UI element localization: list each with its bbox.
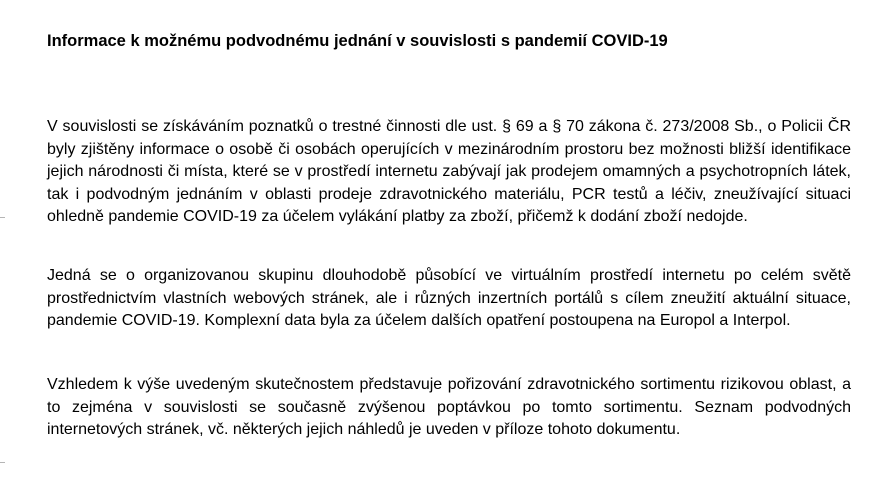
paragraph-1: V souvislosti se získáváním poznatků o trestné činnosti dle ust. § 69 a § 70 zákona č. 273/2008 Sb., o Policii ČR byly zjištěny informace o osobě či osobách operujících v mezinárodním prostoru bez možnosti bližší identifikace jejich národnosti či místa, které se v prostředí internetu zabývají jak prodejem omamných a psychotropních látek, tak i podvodným jednáním v oblasti prodeje zdravotnického materiálu, PCR testů a léčiv, zneužívající situaci ohledně pandemie COVID-19 za účelem vylákání platby za zboží, přičemž k dodání zboží nedojde. bbox=[47, 118, 851, 226]
margin-tick-mark bbox=[0, 462, 5, 463]
paragraph-3: Vzhledem k výše uvedeným skutečnostem představuje pořizování zdravotnického sortimentu rizikovou oblast, a to zejména v souvislosti se současně zvýšenou poptávkou po tomto sortimentu. Seznam podvodných internetových stránek, vč. některých jejich náhledů je uveden v příloze tohoto dokumentu. bbox=[47, 376, 851, 439]
paragraph-2: Jedná se o organizovanou skupinu dlouhodobě působící ve virtuálním prostředí internetu po celém světě prostřednictvím vlastních webových stránek, ale i různých inzertních portálů s cílem zneužití aktuální situace, pandemie COVID-19. Komplexní data byla za účelem dalších opatření postoupena na Europol a Interpol. bbox=[47, 267, 851, 330]
margin-tick-mark bbox=[0, 217, 5, 218]
document-title: Informace k možnému podvodnému jednání v souvislosti s pandemií COVID-19 bbox=[47, 32, 668, 50]
